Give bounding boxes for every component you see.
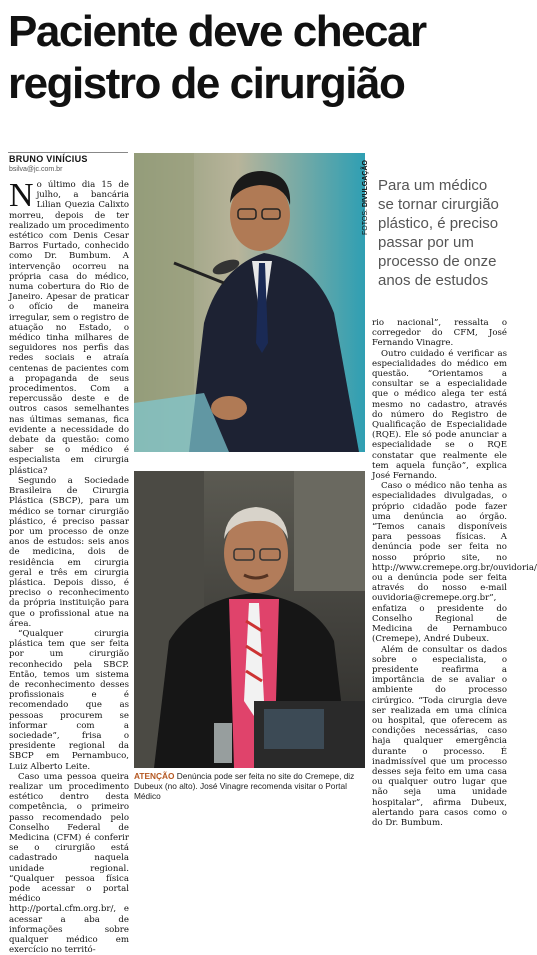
photo-man-at-desk: [134, 471, 365, 768]
paragraph-7: Caso o médico não tenha as especialidades divulgadas, o próprio cidadão pode fazer uma denúncia ao órgão. “Temos canais disponíveis para pessoas físicas. A denúncia pode ser feita no nosso próprio site, no http://www.cremepe.org.br/ouvidoria/ ou a denúncia pode ser feita através do nosso e-mail ouvidoria@cremepe.org.br”, enfatiza o presidente do Conselho Regional de Medicina de Pernambuco (Cremepe), André Dubeux.: [372, 481, 537, 645]
article-column-3: [372, 318, 537, 828]
headline: Paciente deve checar registro de cirurgião: [8, 7, 426, 108]
caption-text: Denúncia pode ser feita no site do Cremepe, diz Dubeux (no alto). José Vinagre recomenda visitar o Portal Médico: [134, 771, 355, 801]
paragraph-1-text: o último dia 15 de julho, a bancária Lilian Quezia Calixto morreu, depois de ter realizado um procedimento estético com Denis Cesar Barros Furtado, conhecido como Dr. Bumbum. A intervenção ocorreu na própria casa do médico, numa cobertura do Rio de Janeiro. Apesar de praticar o ofício de maneira irregular, sem o registro de atuação no Estado, o médico tinha milhares de seguidores nos perfis das redes sociais e atraía centenas de pacientes com a propaganda de seus procedimentos. Com a repercussão deste e de outros casos semelhantes nas últimas semanas, fica evidente a necessidade do debate da questão: como saber se o médico é especialista em cirurgia plástica?: [9, 180, 129, 476]
article-column-1: [9, 177, 129, 955]
author-byline: BRUNO VINÍCIUS: [9, 154, 88, 164]
divider: [8, 152, 128, 153]
paragraph-5: rio nacional”, ressalta o corregedor do CFM, José Fernando Vinagre.: [372, 318, 507, 349]
photo-credit-label: FOTOS:: [362, 209, 369, 235]
drop-cap: N: [9, 177, 34, 214]
photo-caption: [134, 771, 365, 801]
paragraph-4: Caso uma pessoa queira realizar um procedimento estético dentro desta competência, o primeiro passo recomendado pelo Conselho Federal de Medicina (CFM) é conferir se o cirurgião está cadastrado naquela unidade regional. “Qualquer pessoa física pode acessar o portal médico http://portal.cfm.org.br/, e acessar a aba de informações sobre qualquer médico em exercício no territó-: [9, 771, 129, 955]
photo-speaker-at-podium: [134, 153, 365, 452]
author-email: bsilva@jc.com.br: [9, 166, 63, 173]
paragraph-8: Além de consultar os dados sobre o especialista, o presidente reafirma a importância de se avaliar o ambiente do processo cirúrgico. “Toda cirurgia deve ser realizada em uma clínica ou hospital, que oferecem as condições necessárias, caso haja qualquer emergência durante o processo. É inadmissível que um processo desses seja feito em uma casa ou qualquer outro lugar que não seja uma unidade hospitalar”, afirma Dubeux, alertando para casos como o do Dr. Bumbum.: [372, 644, 507, 828]
pull-quote: Para um médico se tornar cirurgião plástico, é preciso passar por um processo de onze anos de estudos: [378, 177, 499, 289]
caption-label: ATENÇÃO: [134, 771, 175, 781]
photo-credit: [362, 155, 372, 235]
paragraph-3: “Qualquer cirurgia plástica tem que ser feita por um cirurgião reconhecido pela SBCP. Então, temos um sistema de reconhecimento desses profissionais e é recomendado que as pessoas procurem se informar com a sociedade”, frisa o presidente regional da SBCP em Pernambuco, Luiz Alberto Leite.: [9, 628, 129, 772]
paragraph-6: Outro cuidado é verificar as especialidades do médico em questão. “Orientamos a consultar se a especialidade que o médico alega ter está mesmo no cadastro, através do número do Registro de Qualificação de Especialidade (RQE). Ele só pode anunciar a especialidade se o RQE constatar que realmente ele tem aquela função”, explica José Fernando.: [372, 348, 507, 482]
paragraph-1: [9, 177, 129, 476]
photo-credit-name: DIVULGAÇÃO: [362, 160, 369, 208]
paragraph-2: Segundo a Sociedade Brasileira de Cirurgia Plástica (SBCP), para um médico se tornar cirurgião plástico, é preciso passar por um processo de onze anos de estudos: seis anos de medicina, dois de residência em cirurgia geral e três em cirurgia plástica. Depois disso, é preciso o reconhecimento da própria instituição para que o profissional atue na área.: [9, 475, 129, 629]
